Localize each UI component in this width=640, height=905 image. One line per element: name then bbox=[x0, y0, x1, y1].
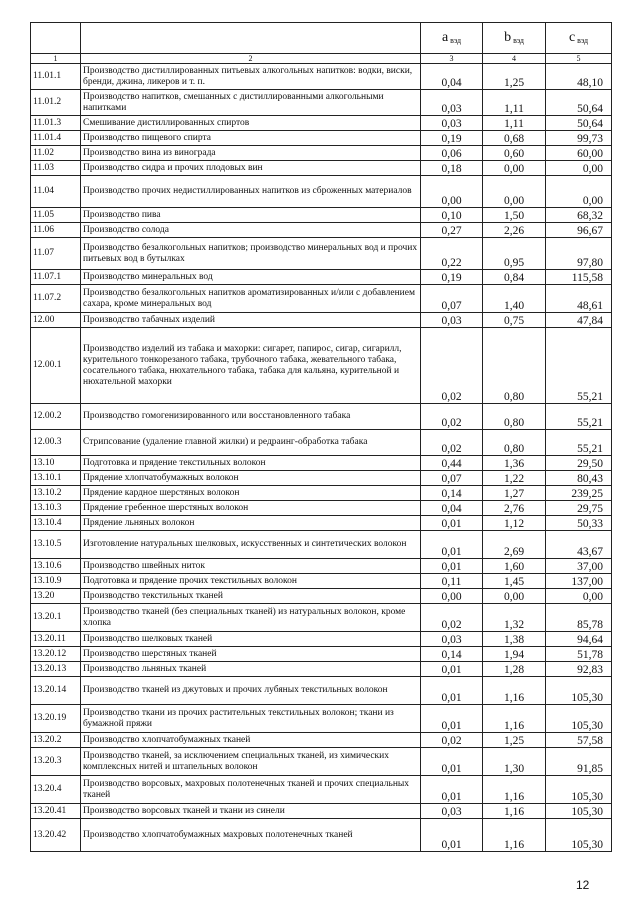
row-value-a: 0,01 bbox=[421, 776, 483, 804]
row-value-c: 105,30 bbox=[546, 677, 612, 705]
row-code: 13.20.11 bbox=[31, 632, 81, 647]
row-code: 13.20.19 bbox=[31, 705, 81, 733]
row-value-b: 0,80 bbox=[483, 404, 546, 430]
row-activity-name: Производство табачных изделий bbox=[81, 313, 421, 328]
row-value-a: 0,02 bbox=[421, 328, 483, 404]
row-activity-name: Производство шелковых тканей bbox=[81, 632, 421, 647]
row-code: 13.20.3 bbox=[31, 748, 81, 776]
row-value-a: 0,06 bbox=[421, 146, 483, 161]
row-value-b: 2,69 bbox=[483, 531, 546, 559]
row-value-c: 92,83 bbox=[546, 662, 612, 677]
row-value-c: 47,84 bbox=[546, 313, 612, 328]
row-code: 13.20.14 bbox=[31, 677, 81, 705]
table-row bbox=[31, 223, 612, 238]
row-code: 13.20.2 bbox=[31, 733, 81, 748]
row-code: 11.03 bbox=[31, 161, 81, 176]
col-number-3: 3 bbox=[421, 54, 483, 64]
row-activity-name: Производство ворсовых тканей и ткани из синели bbox=[81, 804, 421, 819]
row-value-a: 0,01 bbox=[421, 748, 483, 776]
table-row bbox=[31, 804, 612, 819]
table-row bbox=[31, 471, 612, 486]
row-value-a: 0,01 bbox=[421, 559, 483, 574]
row-value-b: 1,25 bbox=[483, 733, 546, 748]
row-code: 12.00.1 bbox=[31, 328, 81, 404]
row-activity-name: Производство гомогенизированного или восстановленного табака bbox=[81, 404, 421, 430]
header-c: c $_{вэд}$ bbox=[546, 23, 612, 54]
table-row bbox=[31, 328, 612, 404]
table-row bbox=[31, 238, 612, 270]
row-value-c: 55,21 bbox=[546, 328, 612, 404]
row-value-b: 1,16 bbox=[483, 804, 546, 819]
row-value-c: 48,61 bbox=[546, 285, 612, 313]
row-value-a: 0,03 bbox=[421, 313, 483, 328]
table-row bbox=[31, 161, 612, 176]
row-value-c: 0,00 bbox=[546, 161, 612, 176]
row-value-a: 0,03 bbox=[421, 804, 483, 819]
row-value-c: 85,78 bbox=[546, 604, 612, 632]
table-row bbox=[31, 486, 612, 501]
table-row bbox=[31, 176, 612, 208]
row-activity-name: Стрипсование (удаление главной жилки) и редраинг-обработка табака bbox=[81, 430, 421, 456]
row-code: 12.00.3 bbox=[31, 430, 81, 456]
table-row bbox=[31, 632, 612, 647]
row-activity-name: Изготовление натуральных шелковых, искусственных и синтетических волокон bbox=[81, 531, 421, 559]
row-activity-name: Производство тканей (без специальных тканей) из натуральных волокон, кроме хлопка bbox=[81, 604, 421, 632]
row-value-c: 105,30 bbox=[546, 776, 612, 804]
row-value-a: 0,04 bbox=[421, 501, 483, 516]
row-value-b: 1,28 bbox=[483, 662, 546, 677]
row-value-b: 0,00 bbox=[483, 589, 546, 604]
row-value-a: 0,00 bbox=[421, 176, 483, 208]
row-value-c: 43,67 bbox=[546, 531, 612, 559]
row-code: 13.10.2 bbox=[31, 486, 81, 501]
table-row bbox=[31, 116, 612, 131]
table-row bbox=[31, 270, 612, 285]
table-row bbox=[31, 430, 612, 456]
row-activity-name: Производство хлопчатобумажных тканей bbox=[81, 733, 421, 748]
col-number-2: 2 bbox=[81, 54, 421, 64]
row-value-a: 0,22 bbox=[421, 238, 483, 270]
row-value-c: 94,64 bbox=[546, 632, 612, 647]
row-code: 13.10.5 bbox=[31, 531, 81, 559]
row-value-c: 97,80 bbox=[546, 238, 612, 270]
row-activity-name: Производство солода bbox=[81, 223, 421, 238]
row-value-a: 0,10 bbox=[421, 208, 483, 223]
row-value-b: 1,36 bbox=[483, 456, 546, 471]
row-value-a: 0,44 bbox=[421, 456, 483, 471]
row-value-b: 1,16 bbox=[483, 677, 546, 705]
row-activity-name: Смешивание дистиллированных спиртов bbox=[81, 116, 421, 131]
row-value-b: 1,60 bbox=[483, 559, 546, 574]
row-activity-name: Прядение хлопчатобумажных волокон bbox=[81, 471, 421, 486]
row-value-a: 0,01 bbox=[421, 705, 483, 733]
row-value-b: 0,68 bbox=[483, 131, 546, 146]
row-value-a: 0,03 bbox=[421, 90, 483, 116]
row-value-a: 0,19 bbox=[421, 270, 483, 285]
table-row bbox=[31, 285, 612, 313]
table-row bbox=[31, 662, 612, 677]
row-activity-name: Подготовка и прядение текстильных волокон bbox=[81, 456, 421, 471]
row-code: 11.07.2 bbox=[31, 285, 81, 313]
row-activity-name: Производство шерстяных тканей bbox=[81, 647, 421, 662]
row-value-a: 0,01 bbox=[421, 677, 483, 705]
row-value-b: 1,16 bbox=[483, 705, 546, 733]
row-value-c: 137,00 bbox=[546, 574, 612, 589]
row-value-a: 0,01 bbox=[421, 516, 483, 531]
row-code: 13.10.9 bbox=[31, 574, 81, 589]
row-code: 11.02 bbox=[31, 146, 81, 161]
row-value-b: 1,16 bbox=[483, 819, 546, 852]
row-activity-name: Производство дистиллированных питьевых алкогольных напитков: водки, виски, бренди, джина, ликеров и т. п. bbox=[81, 64, 421, 90]
col-number-4: 4 bbox=[483, 54, 546, 64]
row-activity-name: Производство вина из винограда bbox=[81, 146, 421, 161]
row-value-c: 96,67 bbox=[546, 223, 612, 238]
row-activity-name: Производство тканей из джутовых и прочих лубяных текстильных волокон bbox=[81, 677, 421, 705]
row-value-a: 0,11 bbox=[421, 574, 483, 589]
row-value-c: 37,00 bbox=[546, 559, 612, 574]
row-code: 11.01.3 bbox=[31, 116, 81, 131]
row-value-b: 0,80 bbox=[483, 328, 546, 404]
col-number-5: 5 bbox=[546, 54, 612, 64]
row-code: 12.00 bbox=[31, 313, 81, 328]
row-code: 13.10.4 bbox=[31, 516, 81, 531]
row-value-b: 1,11 bbox=[483, 116, 546, 131]
row-activity-name: Производство ткани из прочих растительных текстильных волокон; ткани из бумажной пряжи bbox=[81, 705, 421, 733]
row-value-c: 60,00 bbox=[546, 146, 612, 161]
row-value-c: 57,58 bbox=[546, 733, 612, 748]
row-value-b: 1,16 bbox=[483, 776, 546, 804]
row-code: 12.00.2 bbox=[31, 404, 81, 430]
table-row bbox=[31, 208, 612, 223]
row-value-c: 29,75 bbox=[546, 501, 612, 516]
row-value-a: 0,07 bbox=[421, 285, 483, 313]
row-activity-name: Производство швейных ниток bbox=[81, 559, 421, 574]
row-activity-name: Подготовка и прядение прочих текстильных волокон bbox=[81, 574, 421, 589]
row-value-c: 50,64 bbox=[546, 116, 612, 131]
row-activity-name: Прядение льняных волокон bbox=[81, 516, 421, 531]
document-sheet bbox=[30, 22, 611, 852]
row-code: 13.10.3 bbox=[31, 501, 81, 516]
table-row bbox=[31, 313, 612, 328]
row-code: 11.07.1 bbox=[31, 270, 81, 285]
table-row bbox=[31, 146, 612, 161]
row-value-a: 0,03 bbox=[421, 116, 483, 131]
row-value-b: 0,60 bbox=[483, 146, 546, 161]
table-row bbox=[31, 516, 612, 531]
row-value-a: 0,07 bbox=[421, 471, 483, 486]
row-code: 11.05 bbox=[31, 208, 81, 223]
table-row bbox=[31, 733, 612, 748]
row-value-b: 1,40 bbox=[483, 285, 546, 313]
row-value-a: 0,14 bbox=[421, 486, 483, 501]
row-value-c: 50,64 bbox=[546, 90, 612, 116]
row-code: 13.20.12 bbox=[31, 647, 81, 662]
page-number: 12 bbox=[576, 878, 590, 892]
row-value-b: 1,94 bbox=[483, 647, 546, 662]
table-row bbox=[31, 647, 612, 662]
row-code: 13.20.4 bbox=[31, 776, 81, 804]
table-row bbox=[31, 559, 612, 574]
row-value-c: 105,30 bbox=[546, 804, 612, 819]
table-row bbox=[31, 90, 612, 116]
row-code: 13.20.41 bbox=[31, 804, 81, 819]
row-value-c: 68,32 bbox=[546, 208, 612, 223]
row-value-a: 0,03 bbox=[421, 632, 483, 647]
row-value-a: 0,27 bbox=[421, 223, 483, 238]
row-code: 13.10 bbox=[31, 456, 81, 471]
row-value-a: 0,01 bbox=[421, 531, 483, 559]
row-value-b: 1,11 bbox=[483, 90, 546, 116]
table-row bbox=[31, 748, 612, 776]
row-activity-name: Прядение гребенное шерстяных волокон bbox=[81, 501, 421, 516]
row-value-b: 1,22 bbox=[483, 471, 546, 486]
row-value-b: 0,80 bbox=[483, 430, 546, 456]
row-value-b: 0,75 bbox=[483, 313, 546, 328]
row-activity-name: Производство безалкогольных напитков; производство минеральных вод и прочих питьевых вод в бутылках bbox=[81, 238, 421, 270]
row-code: 11.04 bbox=[31, 176, 81, 208]
row-activity-name: Производство изделий из табака и махорки: сигарет, папирос, сигар, сигарилл, курительного тонкорезаного табака, трубочного табака, жевательного табака, сосательного табака, нюхательного табака, табака для кальяна, курительной и нюхательной махорки bbox=[81, 328, 421, 404]
row-value-c: 99,73 bbox=[546, 131, 612, 146]
row-activity-name: Производство льняных тканей bbox=[81, 662, 421, 677]
row-value-c: 29,50 bbox=[546, 456, 612, 471]
row-value-a: 0,00 bbox=[421, 589, 483, 604]
row-value-b: 1,12 bbox=[483, 516, 546, 531]
row-code: 11.01.1 bbox=[31, 64, 81, 90]
row-value-b: 1,50 bbox=[483, 208, 546, 223]
row-value-a: 0,04 bbox=[421, 64, 483, 90]
table-body bbox=[31, 64, 612, 852]
col-number-1: 1 bbox=[31, 54, 81, 64]
row-activity-name: Производство хлопчатобумажных махровых полотенечных тканей bbox=[81, 819, 421, 852]
row-value-c: 115,58 bbox=[546, 270, 612, 285]
row-activity-name: Производство пищевого спирта bbox=[81, 131, 421, 146]
table-row bbox=[31, 776, 612, 804]
row-value-b: 1,25 bbox=[483, 64, 546, 90]
table-header-row bbox=[31, 23, 612, 54]
row-value-c: 0,00 bbox=[546, 589, 612, 604]
row-value-a: 0,19 bbox=[421, 131, 483, 146]
row-value-c: 80,43 bbox=[546, 471, 612, 486]
row-code: 13.20 bbox=[31, 589, 81, 604]
row-code: 11.01.2 bbox=[31, 90, 81, 116]
row-value-b: 1,32 bbox=[483, 604, 546, 632]
row-value-b: 1,38 bbox=[483, 632, 546, 647]
row-activity-name: Производство прочих недистиллированных напитков из сброженных материалов bbox=[81, 176, 421, 208]
coefficients-table bbox=[30, 22, 612, 852]
row-code: 11.07 bbox=[31, 238, 81, 270]
table-row bbox=[31, 604, 612, 632]
row-value-c: 50,33 bbox=[546, 516, 612, 531]
row-value-b: 1,30 bbox=[483, 748, 546, 776]
row-activity-name: Производство напитков, смешанных с дистиллированными алкогольными напитками bbox=[81, 90, 421, 116]
row-value-b: 0,00 bbox=[483, 176, 546, 208]
row-value-a: 0,01 bbox=[421, 819, 483, 852]
row-activity-name: Производство сидра и прочих плодовых вин bbox=[81, 161, 421, 176]
table-row bbox=[31, 404, 612, 430]
row-activity-name: Производство пива bbox=[81, 208, 421, 223]
row-value-c: 91,85 bbox=[546, 748, 612, 776]
row-value-b: 1,27 bbox=[483, 486, 546, 501]
header-a: a $_{вэд}$ bbox=[421, 23, 483, 54]
row-code: 13.20.42 bbox=[31, 819, 81, 852]
row-value-a: 0,02 bbox=[421, 604, 483, 632]
row-activity-name: Производство ворсовых, махровых полотенечных тканей и прочих специальных тканей bbox=[81, 776, 421, 804]
row-value-b: 0,84 bbox=[483, 270, 546, 285]
row-value-c: 239,25 bbox=[546, 486, 612, 501]
row-value-b: 0,95 bbox=[483, 238, 546, 270]
header-name bbox=[81, 23, 421, 54]
row-activity-name: Производство минеральных вод bbox=[81, 270, 421, 285]
row-value-a: 0,02 bbox=[421, 404, 483, 430]
row-value-c: 0,00 bbox=[546, 176, 612, 208]
row-value-b: 2,26 bbox=[483, 223, 546, 238]
row-value-a: 0,01 bbox=[421, 662, 483, 677]
table-row bbox=[31, 501, 612, 516]
row-value-b: 0,00 bbox=[483, 161, 546, 176]
row-code: 13.20.1 bbox=[31, 604, 81, 632]
row-code: 11.01.4 bbox=[31, 131, 81, 146]
row-activity-name: Производство тканей, за исключением специальных тканей, из химических комплексных нитей и штапельных волокон bbox=[81, 748, 421, 776]
table-row bbox=[31, 677, 612, 705]
row-value-b: 1,45 bbox=[483, 574, 546, 589]
table-row bbox=[31, 456, 612, 471]
table-row bbox=[31, 531, 612, 559]
table-row bbox=[31, 131, 612, 146]
row-code: 13.10.1 bbox=[31, 471, 81, 486]
row-code: 11.06 bbox=[31, 223, 81, 238]
row-value-a: 0,18 bbox=[421, 161, 483, 176]
header-code bbox=[31, 23, 81, 54]
table-row bbox=[31, 574, 612, 589]
header-b: b $_{вэд}$ bbox=[483, 23, 546, 54]
row-value-c: 55,21 bbox=[546, 404, 612, 430]
table-row bbox=[31, 705, 612, 733]
table-row bbox=[31, 64, 612, 90]
table-row bbox=[31, 589, 612, 604]
row-value-c: 105,30 bbox=[546, 705, 612, 733]
row-activity-name: Производство безалкогольных напитков ароматизированных и/или с добавлением сахара, кроме минеральных вод bbox=[81, 285, 421, 313]
row-value-a: 0,02 bbox=[421, 733, 483, 748]
row-value-c: 51,78 bbox=[546, 647, 612, 662]
row-value-a: 0,02 bbox=[421, 430, 483, 456]
row-value-b: 2,76 bbox=[483, 501, 546, 516]
row-activity-name: Производство текстильных тканей bbox=[81, 589, 421, 604]
row-value-c: 105,30 bbox=[546, 819, 612, 852]
row-value-c: 55,21 bbox=[546, 430, 612, 456]
row-value-a: 0,14 bbox=[421, 647, 483, 662]
row-code: 13.20.13 bbox=[31, 662, 81, 677]
table-row bbox=[31, 819, 612, 852]
row-activity-name: Прядение кардное шерстяных волокон bbox=[81, 486, 421, 501]
row-code: 13.10.6 bbox=[31, 559, 81, 574]
row-value-c: 48,10 bbox=[546, 64, 612, 90]
column-number-row bbox=[31, 54, 612, 64]
